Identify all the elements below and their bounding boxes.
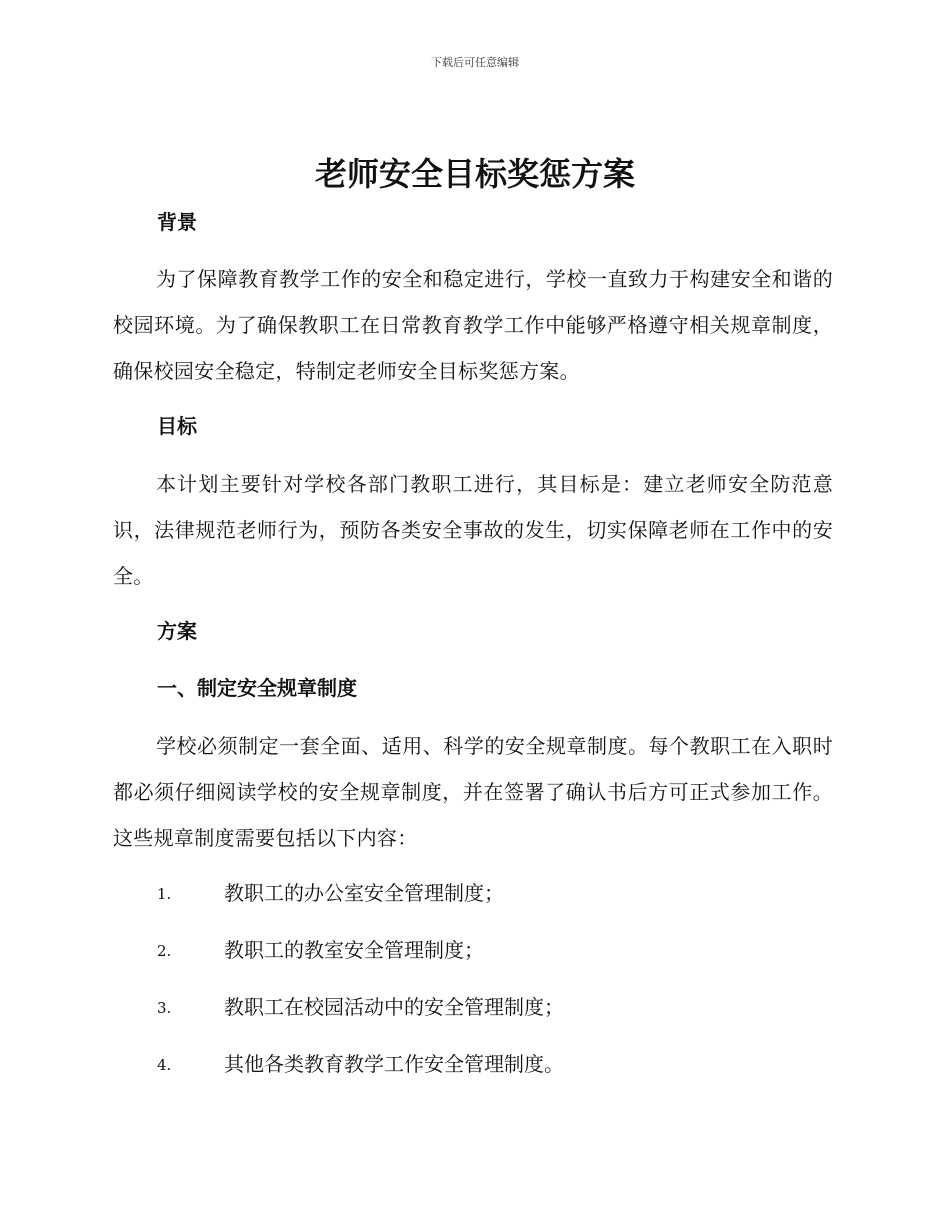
page-header: 下载后可任意编辑 — [431, 56, 519, 69]
list-item-text: 教职工在校园活动中的安全管理制度； — [224, 995, 564, 1019]
background-paragraph: 为了保障教育教学工作的安全和稳定进行，学校一直致力于构建安全和谐的校园环境。为了确保教职工在日常教育教学工作中能够严格遵守相关规章制度，确保校园安全稳定，特制定老师安全目标奖惩方案。 — [113, 267, 833, 383]
plan-subheading: 一、制定安全规章制度 — [157, 676, 357, 700]
list-item-number: 4. — [157, 1056, 172, 1074]
document-title: 老师安全目标奖惩方案 — [314, 155, 635, 193]
list-item-text: 其他各类教育教学工作安全管理制度。 — [224, 1052, 564, 1076]
plan-paragraph: 学校必须制定一套全面、适用、科学的安全规章制度。每个教职工在入职时都必须仔细阅读学校的安全规章制度，并在签署了确认书后方可正式参加工作。这些规章制度需要包括以下内容： — [113, 734, 833, 850]
section-heading-background: 背景 — [157, 210, 197, 234]
list-item-number: 2. — [157, 942, 172, 960]
list-item-text: 教职工的教室安全管理制度； — [224, 938, 484, 962]
list-item — [157, 935, 837, 965]
list-item — [157, 992, 837, 1022]
list-item-text: 教职工的办公室安全管理制度； — [224, 881, 504, 905]
list-item — [157, 878, 837, 908]
list-item-number: 1. — [157, 885, 172, 903]
list-item-number: 3. — [157, 999, 172, 1017]
section-heading-plan: 方案 — [157, 619, 197, 643]
goal-paragraph: 本计划主要针对学校各部门教职工进行，其目标是：建立老师安全防范意识，法律规范老师行为，预防各类安全事故的发生，切实保障老师在工作中的安全。 — [113, 472, 833, 588]
section-heading-goal: 目标 — [157, 414, 197, 438]
list-item — [157, 1049, 837, 1079]
